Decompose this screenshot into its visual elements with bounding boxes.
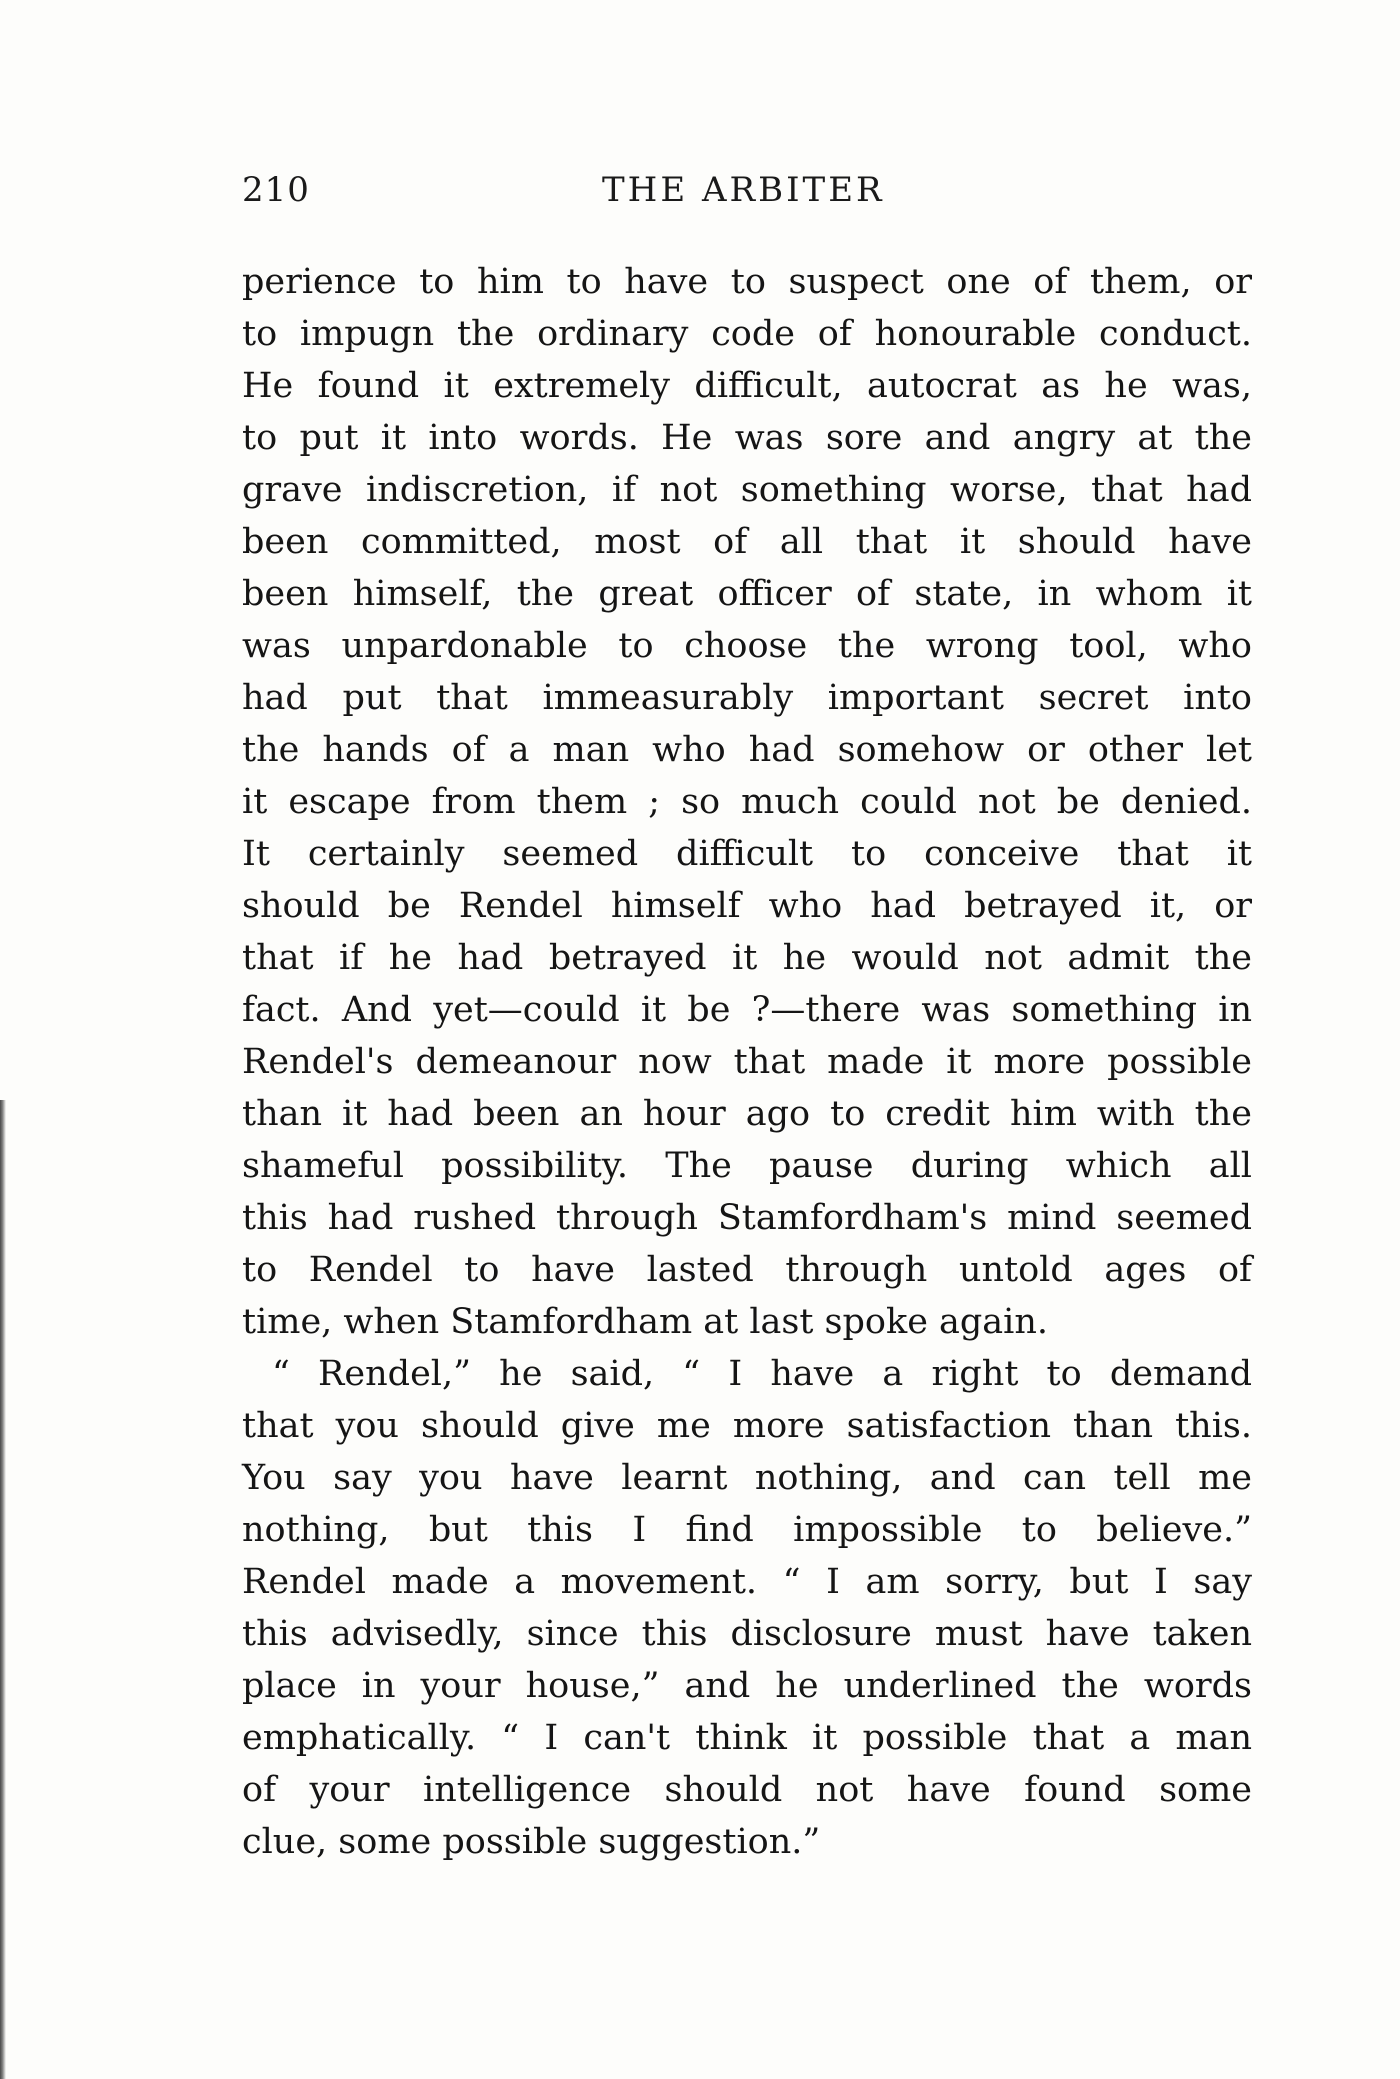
body-text <box>242 256 1252 1868</box>
text-line: Rendel made a movement. “ I am sorry, but I say <box>242 1562 1252 1602</box>
text-line: clue, some possible suggestion.” <box>242 1822 821 1862</box>
page-number: 210 <box>242 170 310 210</box>
text-line: You say you have learnt nothing, and can tell me <box>242 1458 1252 1498</box>
text-line: this had rushed through Stamfordham's mind seemed <box>242 1198 1252 1238</box>
text-line: than it had been an hour ago to credit him with the <box>242 1094 1252 1134</box>
text-line: was unpardonable to choose the wrong tool, who <box>242 626 1252 666</box>
text-line: nothing, but this I find impossible to believe.” <box>242 1510 1252 1550</box>
running-title: THE ARBITER <box>602 170 885 210</box>
page-binding-edge <box>0 1100 6 2079</box>
text-line: it escape from them ; so much could not be denied. <box>242 782 1252 822</box>
text-line: been himself, the great officer of state, in whom it <box>242 574 1252 614</box>
text-line: should be Rendel himself who had betrayed it, or <box>242 886 1252 926</box>
text-line: that if he had betrayed it he would not admit the <box>242 938 1252 978</box>
text-line: shameful possibility. The pause during which all <box>242 1146 1252 1186</box>
text-line: “ Rendel,” he said, “ I have a right to demand <box>272 1354 1252 1394</box>
text-line: emphatically. “ I can't think it possible that a man <box>242 1718 1252 1758</box>
text-line: fact. And yet—could it be ?—there was something in <box>242 990 1252 1030</box>
text-line: the hands of a man who had somehow or other let <box>242 730 1252 770</box>
text-line: to put it into words. He was sore and angry at the <box>242 418 1252 458</box>
text-line: that you should give me more satisfaction than this. <box>242 1406 1252 1446</box>
text-line: place in your house,” and he underlined the words <box>242 1666 1252 1706</box>
text-line: this advisedly, since this disclosure must have taken <box>242 1614 1252 1654</box>
text-line: been committed, most of all that it should have <box>242 522 1252 562</box>
text-line: had put that immeasurably important secret into <box>242 678 1252 718</box>
text-line: perience to him to have to suspect one of them, or <box>242 262 1252 302</box>
paragraph-1 <box>242 256 1252 1348</box>
text-line: He found it extremely difficult, autocrat as he was, <box>242 366 1252 406</box>
text-line: Rendel's demeanour now that made it more possible <box>242 1042 1252 1082</box>
text-line: to Rendel to have lasted through untold ages of <box>242 1250 1252 1290</box>
text-line: time, when Stamfordham at last spoke again. <box>242 1302 1049 1342</box>
paragraph-2 <box>242 1348 1252 1868</box>
text-line: It certainly seemed difficult to conceive that it <box>242 834 1252 874</box>
text-line: grave indiscretion, if not something worse, that had <box>242 470 1252 510</box>
running-head <box>242 170 1252 220</box>
text-line: of your intelligence should not have found some <box>242 1770 1252 1810</box>
text-line: to impugn the ordinary code of honourable conduct. <box>242 314 1252 354</box>
